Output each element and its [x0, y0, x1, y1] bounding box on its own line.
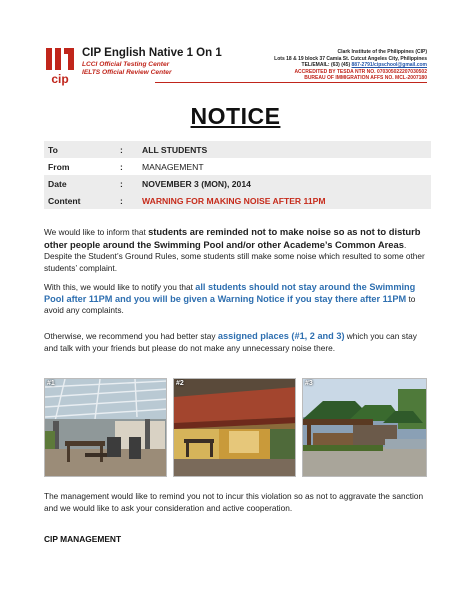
notice-info-table [44, 141, 431, 209]
tesda-accreditation: ACCREDITED BY TESDA NTR NO. 070305022207030502 [294, 68, 427, 75]
info-label: From [48, 161, 70, 172]
p3-emphasis: assigned places (#1, 2 and 3) [217, 331, 345, 341]
photo-tag: #3 [305, 380, 313, 387]
institute-name: Clark Institute of the Philippines (CIP) [337, 49, 427, 55]
p3-tail: which you can stay and talk with your friends but please do not make any unnecessary noise there. [44, 331, 417, 353]
photo-tag: #2 [176, 380, 184, 387]
p2-emphasis: all students should not stay around the Swimming Pool after 11PM and you will be given a Warning Notice if you stay there after 11PM [44, 282, 416, 304]
paragraph-pool-rule [44, 282, 431, 317]
p3-lead: Otherwise, we recommend you had better stay [44, 331, 218, 341]
contact-email-link[interactable]: 887-2791/cipschool@gmail.com [351, 62, 427, 68]
photo-place-2 [173, 378, 296, 477]
info-value-from: MANAGEMENT [142, 161, 204, 172]
brand-subtitle-lcci: LCCI Official Testing Center [82, 61, 170, 68]
contact-prefix: TEL/EMAIL: (63) (45) [301, 62, 352, 68]
cip-logo-icon [44, 46, 76, 86]
institute-address: Lots 18 & 19 block 37 Camia St. Cutcut Angeles City, Philippines [274, 55, 427, 62]
paragraph-noise-reminder [44, 226, 431, 274]
signature: CIP MANAGEMENT [44, 534, 122, 544]
p1-emphasis: students are reminded not to make noise so as not to disturb other people around the Swimming Pool and/or other Academe’s Common Areas [44, 226, 421, 250]
info-row-date [44, 175, 431, 192]
photo-place-3 [302, 378, 427, 477]
paragraph-assigned-places [44, 331, 431, 354]
awning-area-image [174, 379, 296, 477]
header-divider [155, 82, 427, 83]
info-label: To [48, 144, 58, 155]
info-value-date: NOVEMBER 3 (MON), 2014 [142, 178, 251, 189]
brand-subtitle-ielts: IELTS Official Review Center [82, 69, 172, 76]
info-row-content [44, 192, 431, 209]
pergola-area-image [45, 379, 167, 477]
notice-title: NOTICE [190, 103, 281, 129]
info-label: Date [48, 178, 67, 189]
p1-tail: . Despite the Student’s Ground Rules, some students still make some noise which resulted to some other students’ complaint. [44, 239, 425, 273]
p1-lead: We would like to inform that [44, 227, 149, 237]
info-value-to: ALL STUDENTS [142, 144, 208, 155]
paragraph-closing: The management would like to remind you not to incur this violation so as not to aggravate the sanction and we would like to ask your consideration and active cooperation. [44, 491, 424, 513]
info-label: Content [48, 195, 81, 206]
info-colon: : [120, 195, 123, 206]
assigned-places-photos [44, 378, 427, 477]
info-row-to [44, 141, 431, 158]
p2-lead: With this, we would like to notify you that [44, 282, 196, 292]
p2-tail: to avoid any complaints. [44, 293, 416, 316]
photo-tag: #1 [47, 380, 55, 387]
huts-area-image [303, 379, 427, 477]
info-colon: : [120, 144, 123, 155]
photo-place-1 [44, 378, 167, 477]
info-colon: : [120, 161, 123, 172]
info-row-from [44, 158, 431, 175]
info-colon: : [120, 178, 123, 189]
immigration-accreditation: BUREAU OF IMMIGRATION AFFS NO. MCL-2007180 [304, 75, 427, 81]
brand-name: CIP English Native 1 On 1 [82, 47, 222, 59]
svg-text:cip: cip [51, 72, 69, 86]
info-value-content: WARNING FOR MAKING NOISE AFTER 11PM [142, 195, 326, 206]
